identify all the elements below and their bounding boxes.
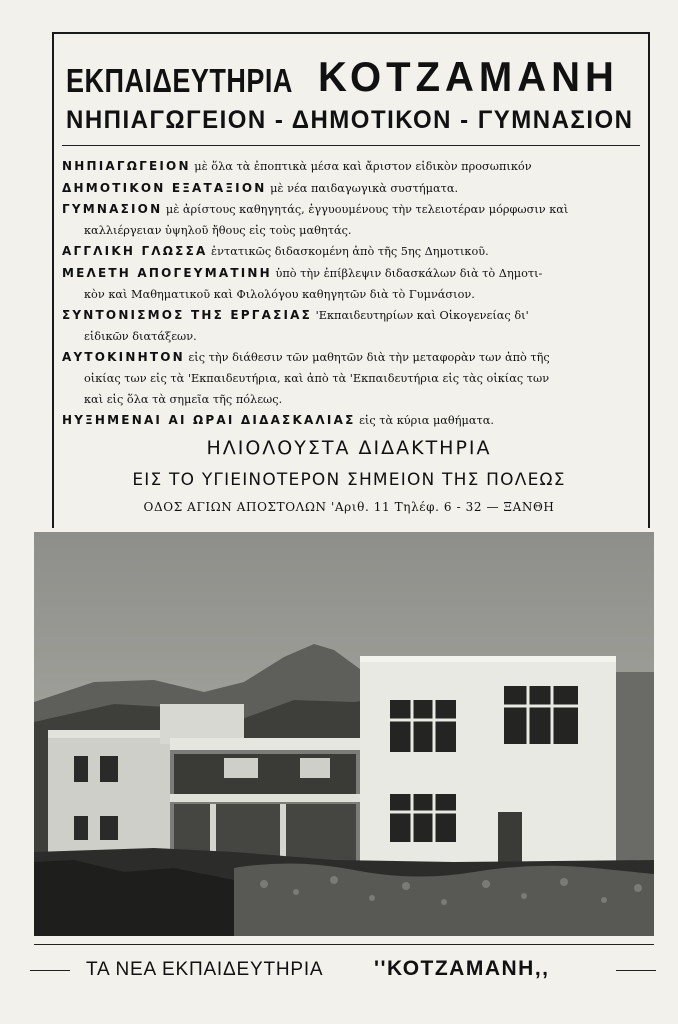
feature-item	[62, 241, 642, 263]
feature-item	[62, 156, 642, 178]
feature-item	[62, 263, 642, 285]
feature-keyword: ΑΓΓΛΙΚΗ ΓΛΩΣΣΑ	[62, 244, 208, 259]
school-building-photo	[34, 532, 654, 936]
feature-text: 'Εκπαιδευτηρίων καὶ Οἰκογενείας δι'	[312, 309, 529, 323]
features-list	[62, 156, 642, 432]
feature-text: εἰς τὴν διάθεσιν τῶν μαθητῶν διὰ τὴν μεταφορὰν των ἀπὸ τῆς	[184, 351, 550, 365]
feature-keyword: ΝΗΠΙΑΓΩΓΕΙΟΝ	[62, 159, 191, 173]
feature-continuation: κὸν καὶ Μαθηματικοῦ καὶ Φιλολόγου καθηγητῶν διὰ τὸ Γυμνάσιον.	[84, 287, 475, 301]
caption-school-name: ''ΚΟΤΖΑΜΑΝΗ,,	[374, 957, 550, 980]
header-divider	[62, 145, 640, 146]
feature-keyword: ΗΥΞΗΜΕΝΑΙ ΑΙ ΩΡΑΙ ΔΙΔΑΣΚΑΛΙΑΣ	[62, 413, 356, 428]
caption-text: ΤΑ ΝΕΑ ΕΚΠΑΙΔΕΥΤΗΡΙΑ	[86, 959, 324, 980]
feature-text: μὲ ἀρίστους καθηγητάς, ἐγγυουμένους τὴν τελειοτέραν μόρφωσιν καὶ	[162, 203, 569, 217]
feature-keyword: ΜΕΛΕΤΗ ΑΠΟΓΕΥΜΑΤΙΝΗ	[62, 265, 272, 280]
header-title-row	[66, 54, 646, 106]
school-label: ΕΚΠΑΙΔΕΥΤΗΡΙΑ	[66, 62, 293, 100]
feature-item	[62, 199, 642, 221]
footer-divider	[34, 944, 654, 945]
feature-text: εἰς τὰ κύρια μαθήματα.	[355, 414, 494, 428]
photo-caption	[30, 957, 650, 987]
healthiest-location-heading: ΕΙΣ ΤΟ ΥΓΙΕΙΝΟΤΕΡΟΝ ΣΗΜΕΙΟΝ ΤΗΣ ΠΟΛΕΩΣ	[132, 470, 566, 490]
feature-continuation: καὶ εἰς ὅλα τὰ σημεῖα τῆς πόλεως.	[84, 392, 283, 406]
feature-item	[62, 178, 642, 200]
school-levels: ΝΗΠΙΑΓΩΓΕΙΟΝ - ΔΗΜΟΤΙΚΟΝ - ΓΥΜΝΑΣΙΟΝ	[66, 106, 634, 135]
building-photo-illustration	[34, 532, 654, 936]
feature-text: μὲ νέα παιδαγωγικὰ συστήματα.	[266, 181, 459, 195]
feature-continuation: καλλιέργειαν ὑψηλοῦ ἤθους εἰς τοὺς μαθητάς.	[84, 223, 352, 237]
feature-text: μὲ ὅλα τὰ ἐποπτικὰ μέσα καὶ ἄριστον εἰδικὸν προσωπικόν	[190, 160, 532, 173]
feature-item	[62, 347, 642, 369]
feature-item	[62, 410, 642, 432]
feature-keyword: ΣΥΝΤΟΝΙΣΜΟΣ ΤΗΣ ΕΡΓΑΣΙΑΣ	[62, 308, 313, 323]
caption-dash-left	[30, 970, 70, 971]
feature-text: ἐντατικῶς διδασκομένη ἀπὸ τῆς 5ης Δημοτικοῦ.	[207, 245, 489, 259]
address-line: ΟΔΟΣ ΑΓΙΩΝ ΑΠΟΣΤΟΛΩΝ 'Αριθ. 11 Τηλέφ. 6 - 32 — ΞΑΝΘΗ	[143, 500, 555, 514]
feature-keyword: ΔΗΜΟΤΙΚΟΝ ΕΞΑΤΑΞΙΟΝ	[62, 180, 267, 195]
sunny-classrooms-heading: ΗΛΙΟΛΟΥΣΤΑ ΔΙΔΑΚΤΗΡΙΑ	[206, 437, 492, 459]
school-name: ΚΟΤΖΑΜΑΝΗ	[318, 54, 619, 101]
feature-keyword: ΑΥΤΟΚΙΝΗΤΟΝ	[62, 350, 185, 365]
caption-dash-right	[616, 970, 656, 971]
feature-item	[62, 305, 642, 327]
feature-continuation: εἰδικῶν διατάξεων.	[84, 329, 197, 343]
feature-continuation: οἰκίας των εἰς τὰ 'Εκπαιδευτήρια, καὶ ἀπὸ τὰ 'Εκπαιδευτήρια εἰς τὰς οἰκίας των	[84, 371, 550, 385]
feature-text: ὑπὸ τὴν ἐπίβλεψιν διδασκάλων διὰ τὸ Δημοτι-	[271, 266, 543, 280]
feature-keyword: ΓΥΜΝΑΣΙΟΝ	[62, 202, 163, 217]
